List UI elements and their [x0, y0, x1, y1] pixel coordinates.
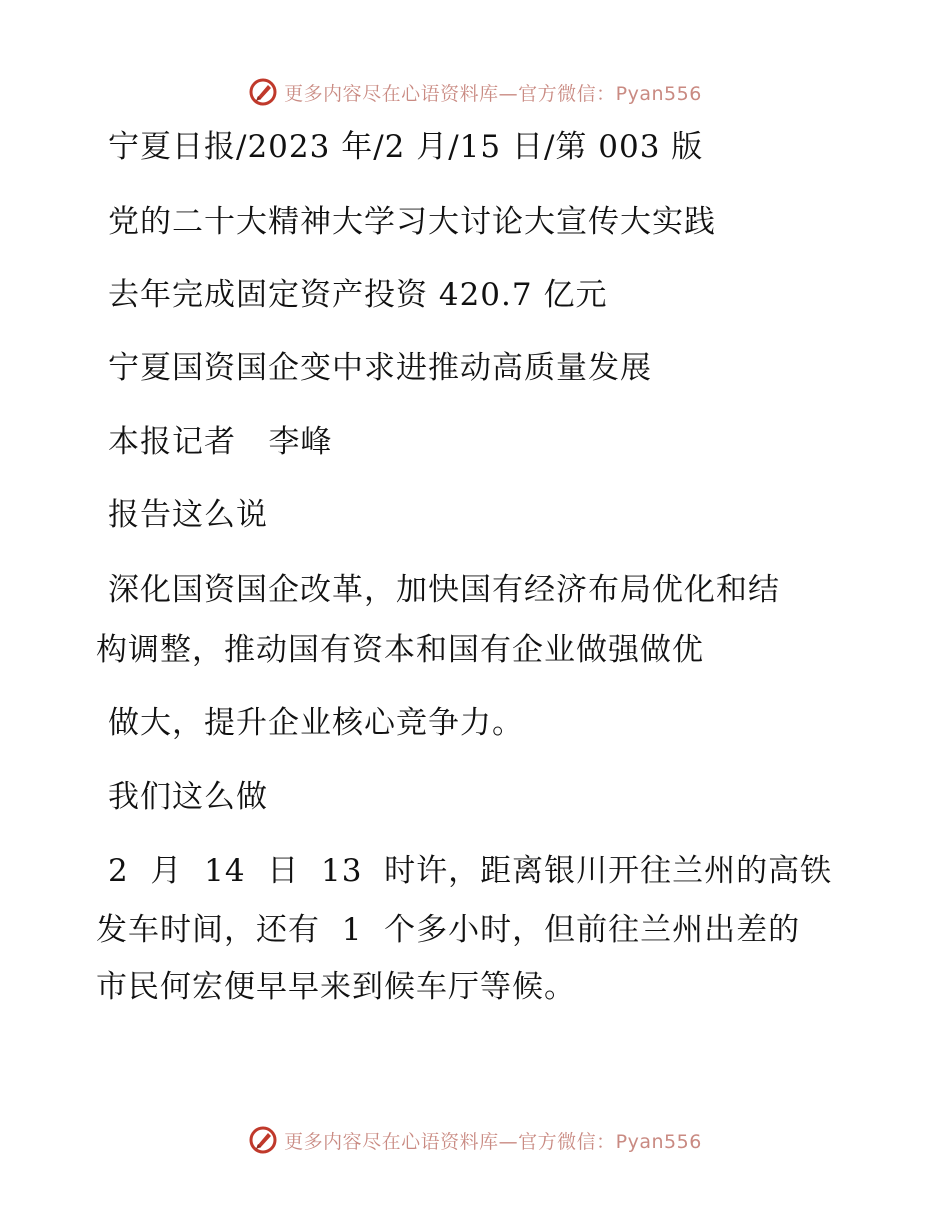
watermark-text: 更多内容尽在心语资料库—官方微信：Pyan556: [284, 82, 702, 105]
quote-line: 做大，提升企业核心竞争力。: [108, 705, 524, 741]
watermark-text: 更多内容尽在心语资料库—官方微信：Pyan556: [284, 1130, 702, 1153]
section-title-action: 我们这么做: [108, 779, 268, 815]
section-title-report: 报告这么说: [108, 497, 268, 533]
dateline: 宁夏日报/2023 年/2 月/15 日/第 003 版: [108, 129, 704, 165]
subheadline: 宁夏国资国企变中求进推动高质量发展: [108, 350, 652, 386]
pen-circle-logo-icon: [248, 77, 278, 107]
column-title: 党的二十大精神大学习大讨论大宣传大实践: [108, 204, 716, 240]
body-line: 发车时间，还有 1 个多小时，但前往兰州出差的: [96, 912, 801, 948]
watermark-footer: [0, 1120, 950, 1160]
watermark-header: [0, 72, 950, 112]
pen-circle-logo-icon: [248, 1125, 278, 1155]
body-line: 2 月 14 日 13 时许，距离银川开往兰州的高铁: [108, 853, 833, 889]
quote-line: 构调整，推动国有资本和国有企业做强做优: [96, 632, 704, 668]
byline: 本报记者 李峰: [108, 424, 333, 460]
body-line: 市民何宏便早早来到候车厅等候。: [96, 969, 576, 1005]
headline: 去年完成固定资产投资 420.7 亿元: [108, 277, 608, 313]
quote-line: 深化国资国企改革，加快国有经济布局优化和结: [108, 572, 780, 608]
